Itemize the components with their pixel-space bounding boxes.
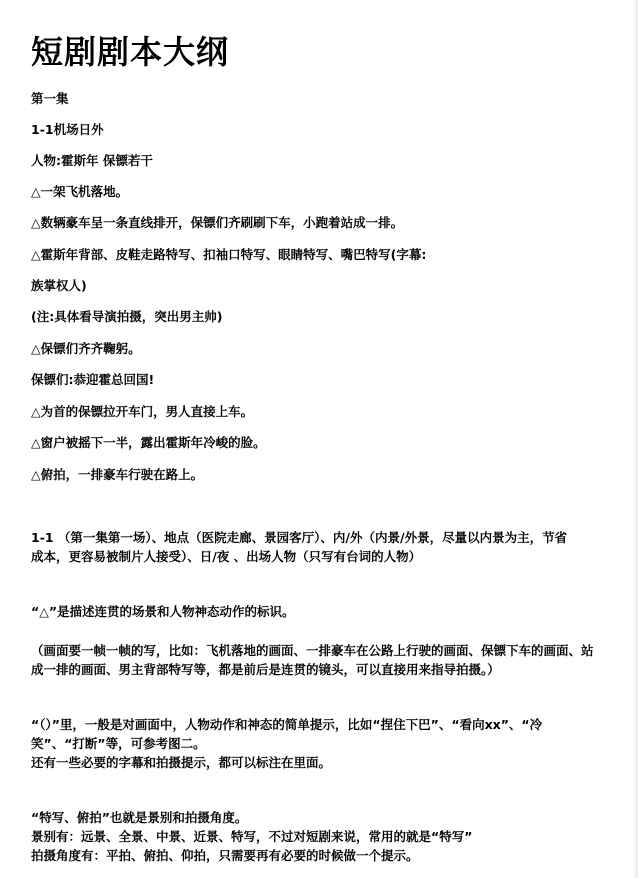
- script-line: (注:具体看导演拍摄，突出男主帅): [31, 309, 223, 324]
- script-line: △霍斯年背部、皮鞋走路特写、扣袖口特写、眼睛特写、嘴巴特写(字幕:: [31, 247, 427, 262]
- script-line: △为首的保镖拉开车门，男人直接上车。: [31, 404, 254, 419]
- note-line: 拍摄角度有：平拍、俯拍、仰拍，只需要再有必要的时候做一个提示。: [31, 848, 419, 863]
- note-line: “特写、俯拍”也就是景别和拍摄角度。: [31, 810, 248, 825]
- note-line: 笑”、“打断”等，可参考图二。: [31, 736, 206, 751]
- note-line: 成一排的画面、男主背部特写等，都是前后是连贯的镜头，可以直接用来指导拍摄。）: [31, 662, 500, 677]
- note-line: “（）”里，一般是对画面中，人物动作和神态的简单提示，比如“捏住下巴”、“看向xx”、“冷: [31, 717, 543, 732]
- episode-label: 第一集: [31, 91, 69, 106]
- scene-heading: 1-1机场日外: [31, 122, 104, 137]
- script-line: △窗户被摇下一半，露出霍斯年冷峻的脸。: [31, 435, 266, 450]
- note-line: 景别有：远景、全景、中景、近景、特写，不过对短剧来说，常用的就是“特写”: [31, 829, 473, 844]
- script-line: △数辆豪车呈一条直线排开，保镖们齐刷刷下车，小跑着站成一排。: [31, 215, 404, 230]
- characters-line: 人物:霍斯年 保镖若干: [31, 153, 153, 168]
- heading-format-note: [31, 528, 611, 566]
- triangle-detail-note: [31, 641, 611, 679]
- script-line: △一架飞机落地。: [31, 184, 129, 199]
- script-line: △俯拍，一排豪车行驶在路上。: [31, 467, 204, 482]
- script-line: 保镖们:恭迎霍总回国!: [31, 372, 155, 387]
- note-line: 1-1 （第一集第一场）、地点（医院走廊、景园客厅）、内/外（内景/外景，尽量以内景为主，节省: [31, 530, 568, 545]
- page-title: 短剧剧本大纲: [31, 33, 230, 71]
- note-line: 成本，更容易被制片人接受）、日/夜 、出场人物（只写有台词的人物）: [31, 549, 422, 564]
- note-line: （画面要一帧一帧的写，比如：飞机落地的画面、一排豪车在公路上行驶的画面、保镖下车的画面、站: [31, 643, 594, 658]
- note-line: 还有一些必要的字幕和拍摄提示，都可以标注在里面。: [31, 755, 332, 770]
- shot-note: [31, 808, 611, 865]
- page-edge-shadow: [632, 0, 638, 878]
- script-line: 族掌权人): [31, 278, 87, 293]
- parenthesis-note: [31, 715, 611, 772]
- script-line: △保镖们齐齐鞠躬。: [31, 341, 141, 356]
- triangle-note: “△”是描述连贯的场景和人物神态动作的标识。: [31, 604, 295, 619]
